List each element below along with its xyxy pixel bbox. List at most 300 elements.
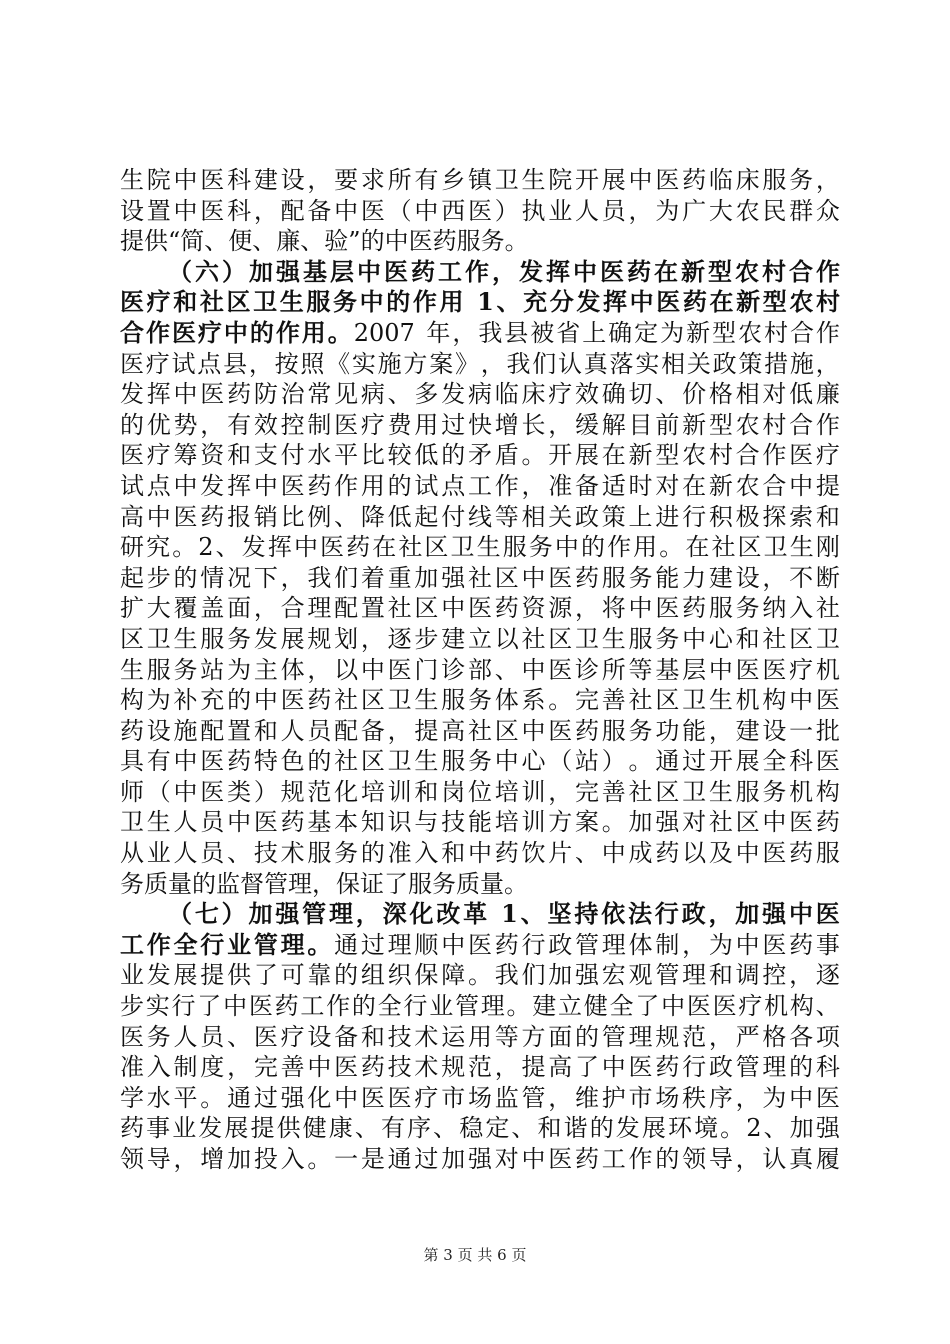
text-char: 六 <box>195 256 219 286</box>
text-char: 置 <box>360 594 385 623</box>
text-char: 从 <box>120 839 144 868</box>
text-char: 乡 <box>441 166 466 194</box>
text-char: 展 <box>575 441 600 470</box>
text-char: 场 <box>655 1083 680 1112</box>
text-char: 服 <box>762 166 787 194</box>
text-char: 训 <box>521 777 546 806</box>
text-char: 卫 <box>146 624 171 653</box>
text-char: 各 <box>789 1022 814 1051</box>
text-line <box>120 196 840 227</box>
text-char: 可 <box>280 961 305 990</box>
text-char: 。 <box>548 686 573 715</box>
text-char: 置 <box>146 196 171 225</box>
text-char: 我 <box>494 961 519 990</box>
text-char: 药 <box>575 716 600 745</box>
text-char: 机 <box>815 655 840 684</box>
text-char: 务 <box>528 533 553 562</box>
text-char: 科 <box>789 747 814 776</box>
text-char: 术 <box>414 1022 439 1051</box>
text-char: 逐 <box>387 624 412 653</box>
text-char: 执 <box>521 196 546 225</box>
text-line <box>120 1113 840 1144</box>
text-char: 生 <box>521 166 546 194</box>
text-char: 疗 <box>548 380 573 409</box>
text-char: 发 <box>519 256 543 286</box>
text-char: 型 <box>712 318 737 347</box>
text-char: 中 <box>334 196 359 225</box>
text-char: 解 <box>601 410 626 439</box>
text-char: 中 <box>357 256 381 286</box>
text-char: 行 <box>654 899 679 929</box>
text-char: 的 <box>307 747 332 776</box>
text-char: 卫 <box>253 287 278 317</box>
text-char: 运 <box>441 1022 466 1051</box>
text-char: 生 <box>120 166 144 194</box>
text-char: 备 <box>360 716 385 745</box>
text-char: 扩 <box>120 594 144 623</box>
text-char: 药 <box>494 839 519 868</box>
text-char: 开 <box>548 441 573 470</box>
text-char: 机 <box>764 992 789 1021</box>
text-line <box>120 532 840 563</box>
text-char: 诊 <box>441 655 466 684</box>
text-char: 医 <box>360 196 385 225</box>
text-char: 医 <box>762 930 787 959</box>
text-char: 质 <box>456 869 480 898</box>
text-char: 疗 <box>360 410 385 439</box>
text-char: 。 <box>307 1145 332 1173</box>
text-char: 障 <box>441 961 466 990</box>
text-char: 强 <box>276 256 300 286</box>
text-char: 提 <box>521 1053 546 1082</box>
text-char: 农 <box>735 256 759 286</box>
text-char: 务 <box>655 624 680 653</box>
text-char: 镇 <box>467 166 492 194</box>
text-char: 2 <box>198 533 214 562</box>
text-char: 科 <box>227 196 252 225</box>
text-char: 饮 <box>521 839 546 868</box>
text-char: （ <box>168 256 192 286</box>
text-char: 配 <box>280 196 305 225</box>
text-char: 农 <box>735 471 760 500</box>
text-char: ， <box>280 563 305 592</box>
text-char: 中 <box>628 594 653 623</box>
text-char: 格 <box>708 380 733 409</box>
text-char: 关 <box>548 502 573 531</box>
text-char: 中 <box>735 839 760 868</box>
text-char: 人 <box>173 839 198 868</box>
text-char: 强 <box>467 1145 492 1173</box>
text-char: 多 <box>414 380 439 409</box>
text-char: 所 <box>601 655 626 684</box>
text-char: 改 <box>436 899 461 929</box>
text-char: 的 <box>249 317 274 347</box>
text-char: 、 <box>815 992 840 1021</box>
text-char: 务 <box>120 869 144 898</box>
text-char: 药 <box>682 166 707 194</box>
text-char: 领 <box>682 1145 707 1173</box>
text-char: 较 <box>387 441 412 470</box>
text-char: 务 <box>146 1022 171 1051</box>
text-char: 服 <box>601 563 626 592</box>
text-char: 。 <box>200 1083 225 1112</box>
text-char: ， <box>708 1022 733 1051</box>
text-char: 的 <box>589 1114 614 1143</box>
text-char: 报 <box>227 502 252 531</box>
text-char: 功 <box>655 716 680 745</box>
text-char: 批 <box>815 716 840 745</box>
text-char: 。 <box>720 1114 745 1143</box>
text-char: 相 <box>521 502 546 531</box>
text-char: 效 <box>575 380 600 409</box>
text-char: 作 <box>146 929 171 959</box>
text-char: 药 <box>200 502 225 531</box>
text-char: 增 <box>200 1145 225 1173</box>
text-char: 通 <box>227 1083 252 1112</box>
text-char: 型 <box>708 410 733 439</box>
text-char: 务 <box>762 777 787 806</box>
text-char: 务 <box>467 747 492 776</box>
text-char: 维 <box>575 1083 600 1112</box>
text-char: 增 <box>494 410 519 439</box>
text-char: 医 <box>408 227 433 256</box>
text-char: 管 <box>601 1022 626 1051</box>
text-char: 覆 <box>173 594 198 623</box>
page-footer: 第 3 页 共 6 页 <box>423 1246 527 1264</box>
text-char: 医 <box>120 287 144 317</box>
text-char: 构 <box>120 686 144 715</box>
text-char: ， <box>762 563 787 592</box>
text-char: 务 <box>227 624 252 653</box>
text-char: 中 <box>307 1053 332 1082</box>
text-char: 入 <box>280 1145 305 1173</box>
text-char: 务 <box>628 716 653 745</box>
text-char: 稳 <box>459 1114 484 1143</box>
text-char: 在 <box>685 533 710 562</box>
text-char: 疗 <box>146 441 171 470</box>
text-char: 设 <box>735 563 760 592</box>
text-char: 探 <box>762 502 787 531</box>
text-char: 中 <box>146 502 171 531</box>
text-char: 政 <box>575 502 600 531</box>
text-char: 相 <box>661 349 686 378</box>
text-char: 。 <box>506 992 531 1021</box>
text-char: 生 <box>173 624 198 653</box>
text-char: 工 <box>601 1145 626 1173</box>
text-char: 和 <box>173 287 198 317</box>
text-char: 社 <box>521 624 546 653</box>
text-char: ） <box>601 747 626 776</box>
text-char: ， <box>387 716 412 745</box>
text-char: 务 <box>789 166 814 194</box>
text-char: 工 <box>438 256 462 286</box>
text-char: 业 <box>146 839 171 868</box>
text-char: 管 <box>454 992 479 1021</box>
text-char: 卫 <box>494 166 519 194</box>
text-char: ， <box>682 930 707 959</box>
text-char: 发 <box>198 1114 223 1143</box>
text-char: 方 <box>521 1022 546 1051</box>
text-char: 用 <box>439 287 464 317</box>
text-char: 部 <box>467 655 492 684</box>
text-char: 型 <box>762 287 787 317</box>
text-char: 设 <box>762 716 787 745</box>
text-char: 挥 <box>227 471 252 500</box>
text-char: 建 <box>253 166 278 194</box>
text-char: 基 <box>303 256 327 286</box>
text-char: 为 <box>660 318 685 347</box>
text-char: 合 <box>280 594 305 623</box>
text-char: 色 <box>280 747 305 776</box>
text-char: 设 <box>146 716 171 745</box>
text-char: 供 <box>144 227 168 256</box>
text-char: 医 <box>548 563 573 592</box>
text-char: 和 <box>414 777 439 806</box>
text-char: 本 <box>334 808 359 837</box>
text-char: 。 <box>521 441 546 470</box>
text-char: 有 <box>414 166 439 194</box>
text-char: 岗 <box>441 777 466 806</box>
text-char: 在 <box>682 471 707 500</box>
text-char: 医 <box>600 256 624 286</box>
text-char: 作 <box>145 317 170 347</box>
text-char: 生 <box>414 686 439 715</box>
text-char: 水 <box>307 441 332 470</box>
text-char: 的 <box>655 1145 680 1173</box>
text-char: 对 <box>494 1145 519 1173</box>
text-char: 确 <box>601 380 626 409</box>
text-char: 革 <box>463 899 488 929</box>
text-char: 源 <box>548 594 573 623</box>
text-char: 准 <box>548 471 573 500</box>
text-char: 认 <box>762 1145 787 1173</box>
text-char: 合 <box>735 441 760 470</box>
text-char: 的 <box>580 533 605 562</box>
text-char: 作 <box>275 317 300 347</box>
text-char: 深 <box>382 899 407 929</box>
text-char: 质 <box>144 869 168 898</box>
text-char: 药 <box>682 594 707 623</box>
text-char: 序 <box>708 1083 733 1112</box>
text-char: 基 <box>307 808 332 837</box>
text-line <box>120 838 840 869</box>
text-char: 药 <box>575 1145 600 1173</box>
text-char: ， <box>173 1145 198 1173</box>
text-char: 药 <box>627 256 651 286</box>
text-char: 服 <box>601 716 626 745</box>
text-char: 的 <box>387 471 412 500</box>
text-char: 区 <box>737 533 762 562</box>
text-char: 平 <box>173 1083 198 1112</box>
text-char: 了 <box>197 992 222 1021</box>
text-char: 线 <box>467 502 492 531</box>
text-char: 务 <box>467 686 492 715</box>
text-char: 疗 <box>414 1083 439 1112</box>
text-char: 。 <box>628 747 653 776</box>
text-char: 医 <box>815 686 840 715</box>
text-char: 医 <box>200 777 225 806</box>
text-char: ， <box>735 1083 760 1112</box>
text-char: 织 <box>387 961 412 990</box>
text-char: 中 <box>735 930 760 959</box>
text-char: 步 <box>120 992 144 1021</box>
text-char: 究 <box>146 533 171 562</box>
text-char: 展 <box>224 1114 249 1143</box>
text-char: 服 <box>307 839 332 868</box>
text-char: 的 <box>227 686 252 715</box>
text-char: 重 <box>387 563 412 592</box>
text-char: 是 <box>360 1145 385 1173</box>
text-char: 健 <box>583 992 608 1021</box>
text-char: 设 <box>307 1022 332 1051</box>
text-char: 降 <box>360 502 385 531</box>
text-char: 市 <box>441 1083 466 1112</box>
text-line <box>120 563 840 594</box>
text-line <box>120 226 840 257</box>
text-char: 了 <box>253 961 278 990</box>
text-char: 管 <box>253 929 278 959</box>
text-char: 七 <box>194 899 219 929</box>
text-char: 方 <box>548 808 573 837</box>
text-char: 提 <box>414 716 439 745</box>
text-char: 点 <box>197 349 222 378</box>
text-char: 疗 <box>738 992 763 1021</box>
text-char: 付 <box>441 502 466 531</box>
text-char: 准 <box>387 839 412 868</box>
text-char: 医 <box>200 196 225 225</box>
text-char: 在 <box>709 287 734 317</box>
text-char: 务 <box>173 655 198 684</box>
text-char: 药 <box>227 380 252 409</box>
text-char: 强 <box>815 1114 840 1143</box>
text-char: 型 <box>708 256 732 286</box>
text-char: 医 <box>762 839 787 868</box>
text-char: 村 <box>763 318 788 347</box>
text-char: 所 <box>387 166 412 194</box>
text-char: 为 <box>655 196 680 225</box>
text-line <box>120 960 840 991</box>
text-char: 社 <box>334 686 359 715</box>
text-char: 、 <box>433 1114 458 1143</box>
text-char: 一 <box>789 716 814 745</box>
text-line <box>120 685 840 716</box>
text-char: 被 <box>530 318 555 347</box>
text-line <box>120 655 840 686</box>
text-char: 和 <box>815 502 840 531</box>
text-char: 作 <box>815 410 840 439</box>
text-char: 施 <box>789 349 814 378</box>
text-char: 技 <box>441 808 466 837</box>
text-char: 规 <box>441 1053 466 1082</box>
text-char: 场 <box>467 1083 492 1112</box>
text-char: 积 <box>708 502 733 531</box>
text-char: 。 <box>307 929 332 959</box>
text-char: 等 <box>628 655 653 684</box>
text-char: ， <box>200 410 225 439</box>
text-char: 医 <box>789 441 814 470</box>
text-char: 医 <box>173 502 198 531</box>
text-char: 生 <box>708 686 733 715</box>
text-char: 观 <box>628 961 653 990</box>
text-char: 对 <box>655 471 680 500</box>
text-char: 充 <box>523 287 548 317</box>
text-char: 行 <box>200 929 225 959</box>
text-char: 中 <box>789 471 814 500</box>
text-char: 施 <box>173 716 198 745</box>
text-char: 机 <box>789 777 814 806</box>
text-char: 通 <box>387 1145 412 1173</box>
text-char: 诊 <box>575 655 600 684</box>
text-char: 县 <box>223 349 248 378</box>
text-char: 监 <box>494 1083 519 1112</box>
text-char: 的 <box>351 992 376 1021</box>
text-char: 理 <box>601 930 626 959</box>
text-char: 服 <box>306 287 331 317</box>
text-char: 制 <box>173 1053 198 1082</box>
text-char: 高 <box>120 502 144 531</box>
text-char: 督 <box>240 869 264 898</box>
text-char: 措 <box>764 349 789 378</box>
text-char: 验 <box>324 227 349 256</box>
text-char: 支 <box>253 441 278 470</box>
text-char: 中 <box>601 839 626 868</box>
text-char: 置 <box>227 716 252 745</box>
text-line <box>120 593 840 624</box>
text-char: 常 <box>307 380 332 409</box>
text-char: 挥 <box>267 533 292 562</box>
text-char: 区 <box>414 594 439 623</box>
text-char: 项 <box>815 1022 840 1051</box>
text-char: 务 <box>432 869 456 898</box>
text-char: 知 <box>360 808 385 837</box>
text-char: 展 <box>280 624 305 653</box>
text-char: 中 <box>494 747 519 776</box>
text-char: ， <box>480 349 505 378</box>
text-char: 中 <box>227 808 252 837</box>
text-char: 临 <box>708 166 733 194</box>
text-char: 。 <box>601 808 626 837</box>
text-char: 培 <box>360 777 385 806</box>
text-char: 新 <box>736 287 761 317</box>
text-char: 。 <box>172 533 197 562</box>
text-line <box>120 349 840 380</box>
text-char: 强 <box>655 808 680 837</box>
text-char: 和 <box>735 624 760 653</box>
text-char: 政 <box>708 1053 733 1082</box>
text-char: 加 <box>414 563 439 592</box>
text-char: ， <box>360 624 385 653</box>
text-char: 西 <box>441 196 466 225</box>
text-char: 完 <box>575 686 600 715</box>
text-char: 、 <box>511 1114 536 1143</box>
text-char: 通 <box>334 930 359 959</box>
text-char: 高 <box>441 716 466 745</box>
text-char: 上 <box>582 318 607 347</box>
text-char: 合 <box>120 317 144 347</box>
text-char: 将 <box>601 594 626 623</box>
text-char: 为 <box>146 686 171 715</box>
text-char: 强 <box>275 899 300 929</box>
text-char: 员 <box>200 808 225 837</box>
text-char: 师 <box>120 777 144 806</box>
text-char: 付 <box>280 441 305 470</box>
text-char: 医 <box>735 655 760 684</box>
text-char: 完 <box>253 1053 278 1082</box>
text-char: 极 <box>735 502 760 531</box>
text-char: 建 <box>708 563 733 592</box>
text-char: 能 <box>655 563 680 592</box>
text-char: 药 <box>120 716 144 745</box>
